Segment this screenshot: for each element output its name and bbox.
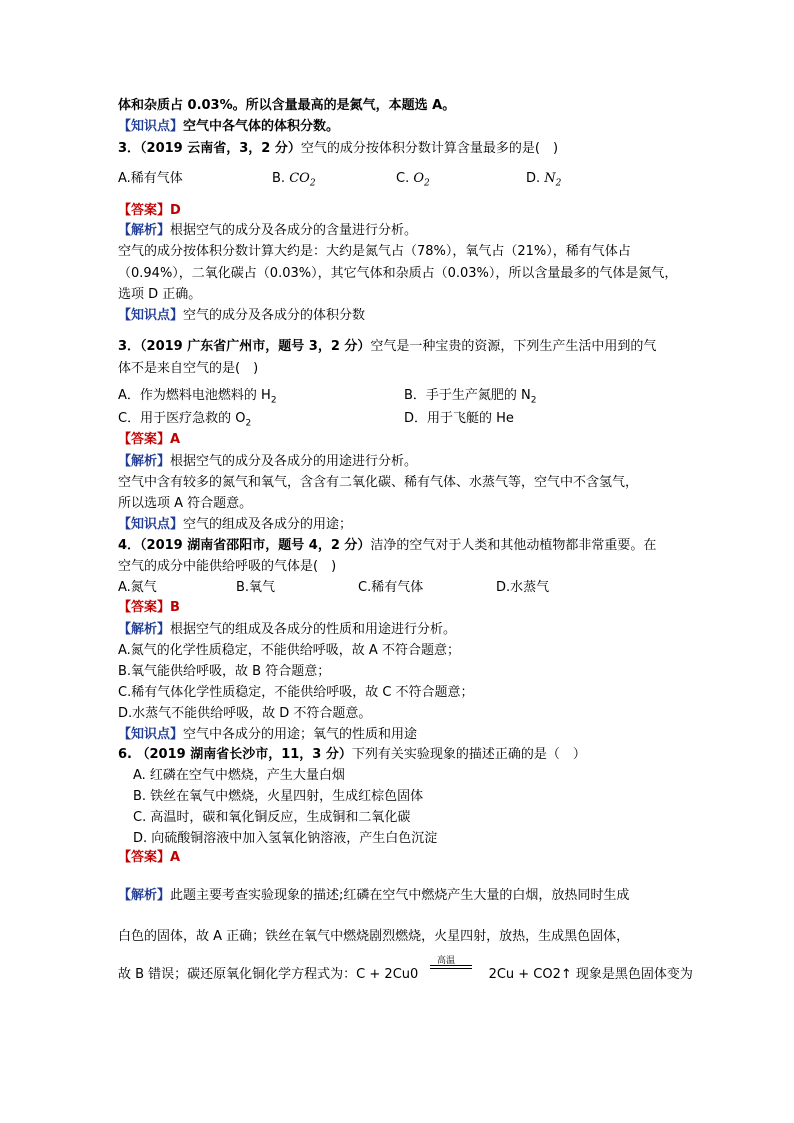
analysis-3a: [118, 222, 417, 240]
answer-tag: 【答案】: [118, 203, 171, 218]
knowledge-point-4: [118, 726, 417, 744]
formula-sub: 2: [270, 395, 277, 406]
analysis-tag: 【解析】: [118, 622, 171, 637]
formula: CO: [289, 171, 310, 186]
option-d: D. 向硫酸铜溶液中加入氢氧化钠溶液，产生白色沉淀: [133, 831, 438, 846]
analysis-tag: 【解析】: [118, 888, 171, 903]
option-b: [272, 170, 316, 193]
option-d: D.水蒸气: [496, 580, 550, 595]
question-text: 洁净的空气对于人类和其他动植物都非常重要。在: [370, 538, 657, 553]
answer-value: A: [170, 432, 181, 447]
question-source: 6. （2019 湖南省长沙市，11，3 分）: [118, 747, 352, 762]
question-source: 3．（2019 广东省广州市，题号 3，2 分）: [118, 339, 371, 354]
analysis-line: C.稀有气体化学性质稳定，不能供给呼吸，故 C 不符合题意；: [118, 685, 474, 700]
knowledge-text: 空气中各气体的体积分数。: [183, 119, 340, 134]
option-letter: B.: [272, 171, 286, 186]
option-text: A．作为燃料电池燃料的 H: [118, 388, 271, 403]
option-a: [118, 387, 277, 410]
option-a: A. 红磷在空气中燃烧，产生大量白烟: [133, 768, 345, 783]
answer-value: B: [170, 600, 180, 615]
option-c: [396, 170, 430, 193]
equation-bar: [430, 968, 472, 969]
analysis-line: D.水蒸气不能供给呼吸，故 D 不符合题意。: [118, 706, 372, 721]
analysis-text: 根据空气的成分及各成分的含量进行分析。: [170, 223, 418, 238]
answer-value: A: [170, 850, 181, 865]
answer-tag: 【答案】: [118, 850, 171, 865]
analysis-line: 白色的固体，故 A 正确；铁丝在氧气中燃烧剧烈燃烧，火星四射，放热，生成黑色固体，: [118, 929, 630, 944]
analysis-line-equation: [118, 966, 693, 984]
option-c: C. 高温时，碳和氧化铜反应，生成铜和二氧化碳: [133, 810, 411, 825]
knowledge-tag: 【知识点】: [118, 517, 184, 532]
analysis-tag: 【解析】: [118, 223, 171, 238]
answer-tag: 【答案】: [118, 600, 171, 615]
answer-4: [118, 599, 180, 617]
equation-left: 故 B 错误；碳还原氧化铜化学方程式为：C + 2Cu0: [118, 967, 419, 982]
option-c: C.稀有气体: [358, 580, 424, 595]
question-text-cont: 体不是来自空气的是( ): [118, 361, 259, 376]
option-text: B．手于生产氮肥的 N: [404, 388, 531, 403]
formula-sub: 2: [555, 178, 562, 189]
analysis-tag: 【解析】: [118, 454, 171, 469]
question-4: [118, 537, 656, 555]
knowledge-text: 空气的组成及各成分的用途；: [183, 517, 353, 532]
knowledge-tag: 【知识点】: [118, 727, 184, 742]
option-b: [404, 387, 537, 410]
continued-text: 体和杂质占 0.03%。所以含量最高的是氮气，本题选 A。: [118, 98, 456, 113]
analysis-6: [118, 887, 629, 905]
analysis-text: 此题主要考查实验现象的描述;红磷在空气中燃烧产生大量的白烟，放热同时生成: [170, 888, 630, 903]
question-text: 空气的成分按体积分数计算含量最多的是( ): [300, 141, 559, 156]
formula: O: [413, 171, 425, 186]
analysis-4: [118, 621, 456, 639]
knowledge-text: 空气中各成分的用途；氧气的性质和用途: [183, 727, 418, 742]
option-d: D．用于飞艇的 He: [404, 411, 514, 426]
analysis-text: 根据空气的成分及各成分的用途进行分析。: [170, 454, 418, 469]
formula-sub: 2: [245, 418, 252, 429]
knowledge-tag: 【知识点】: [118, 308, 184, 323]
formula-sub: 2: [309, 178, 316, 189]
analysis-text: 根据空气的组成及各成分的性质和用途进行分析。: [170, 622, 457, 637]
knowledge-tag: 【知识点】: [118, 119, 184, 134]
knowledge-text: 空气的成分及各成分的体积分数: [183, 308, 366, 323]
option-letter: D.: [526, 171, 541, 186]
analysis-line: A.氮气的化学性质稳定，不能供给呼吸，故 A 不符合题意；: [118, 643, 460, 658]
analysis-line: 空气中含有较多的氮气和氧气，含含有二氧化碳、稀有气体、水蒸气等，空气中不含氢气，: [118, 475, 639, 490]
option-text: C．用于医疗急救的 O: [118, 411, 246, 426]
question-6: [118, 746, 586, 764]
analysis-3b: [118, 453, 417, 471]
question-text: 空气是一种宝贵的资源，下列生产生活中用到的气: [370, 339, 657, 354]
analysis-line: （0.94%），二氧化碳占（0.03%），其它气体和杂质占（0.03%），所以含量最多的气体是氮气，: [118, 266, 678, 281]
analysis-line: 所以选项 A 符合题意。: [118, 496, 253, 511]
answer-6: [118, 849, 180, 867]
answer-3a: [118, 202, 181, 220]
question-3b: [118, 338, 656, 356]
equation-right: 2Cu + CO2↑ 现象是黑色固体变为: [488, 967, 693, 982]
analysis-line: 空气的成分按体积分数计算大约是：大约是氮气占（78%），氧气占（21%），稀有气体占: [118, 244, 631, 259]
knowledge-point-3b: [118, 516, 352, 534]
formula: N: [544, 171, 556, 186]
option-a: A.氮气: [118, 580, 157, 595]
option-b: B.氧气: [236, 580, 276, 595]
question-text: 下列有关实验现象的描述正确的是（ ）: [351, 747, 586, 762]
question-source: 4．（2019 湖南省邵阳市，题号 4，2 分）: [118, 538, 371, 553]
answer-value: D: [170, 203, 181, 218]
analysis-line: B.氧气能供给呼吸，故 B 符合题意；: [118, 664, 331, 679]
reaction-condition: 高温: [437, 956, 456, 966]
answer-3b: [118, 431, 180, 449]
question-text-cont: 空气的成分中能供给呼吸的气体是( ): [118, 559, 337, 574]
answer-tag: 【答案】: [118, 432, 171, 447]
analysis-line: 选项 D 正确。: [118, 287, 202, 302]
option-letter: C.: [396, 171, 410, 186]
equation-bar: [430, 965, 472, 966]
option-b: B. 铁丝在氧气中燃烧，火星四射，生成红棕色固体: [133, 789, 424, 804]
option-c: [118, 410, 251, 433]
formula-sub: 2: [530, 395, 537, 406]
question-source: 3．（2019 云南省，3，2 分）: [118, 141, 301, 156]
option-a: A.稀有气体: [118, 171, 183, 186]
formula-sub: 2: [424, 178, 430, 189]
knowledge-point-1: [118, 118, 339, 136]
knowledge-point-3a: [118, 307, 365, 325]
question-3a: [118, 140, 558, 158]
option-d: [526, 170, 561, 193]
